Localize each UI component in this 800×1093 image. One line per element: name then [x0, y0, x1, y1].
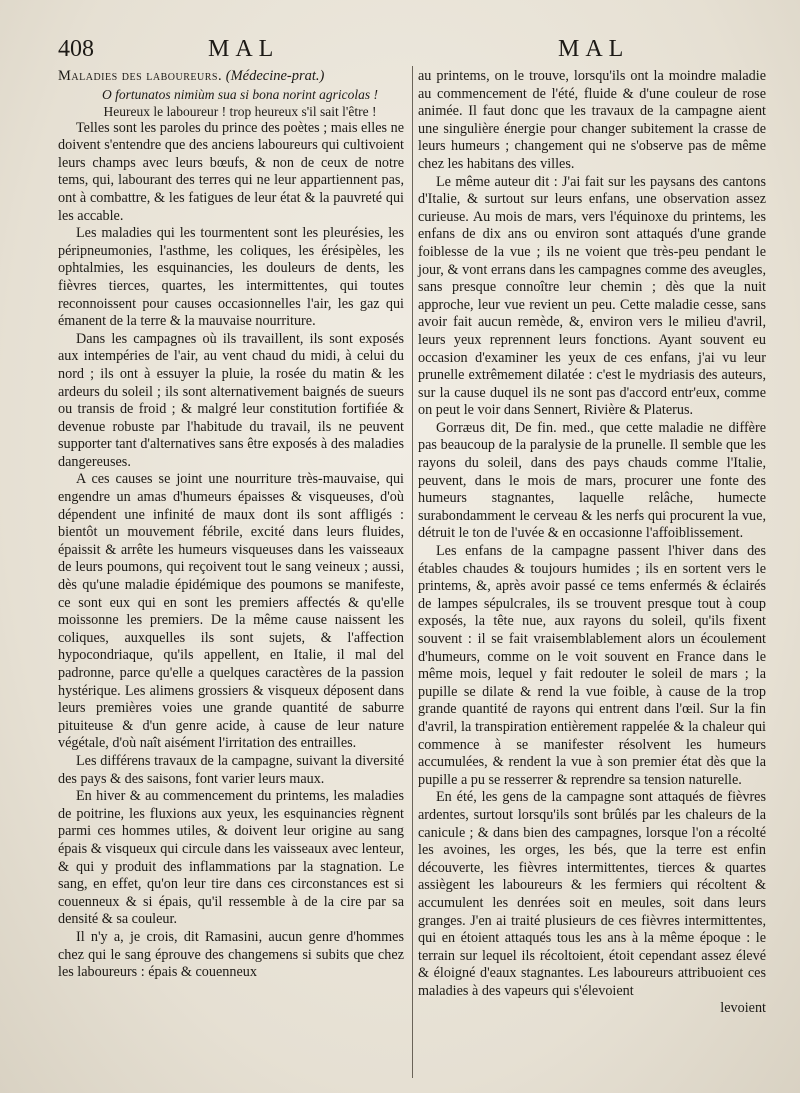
paragraph: Le même auteur dit : J'ai fait sur les paysans des cantons d'Italie, & surtout sur leurs enfans, une observation assez curieuse. Au mois de mars, vers l'équinoxe du printems, les enfans de dix ans ou environ sont attaqués d'une grande foiblesse de la vue ; ils ne voient que très-peu pendant le jour, & vont errans dans les campagnes comme des aveugles, sans presque connoître leur chemin ; dès que la nuit approche, leur vue revient un peu. Cette maladie cesse, sans avoir fait aucun remède, &, environ vers le milieu d'avril, leurs yeux reprennent leurs fonctions. Ayant souvent eu occasion d'examiner les yeux de ces enfans, j'ai vu leur prunelle extrêmement dilatée : c'est le mydriasis des auteurs, sur la cause duquel ils ne sont pas d'accord entr'eux, comme on peut le voir dans Sennert, Rivière & Platerus. [418, 173, 766, 419]
paragraph: Les enfans de la campagne passent l'hiver dans des étables chaudes & toujours humides ; ils en sortent vers le printems, &, après avoir passé ce tems enfermés & éclairés de lampes sépulcrales, ils se trouvent presque tout à coup exposés, la tête nue, aux rayons du soleil, qu'ils fixent souvent : il se fait vraisemblablement alors un écoulement d'humeurs, comme on le voit souvent en France dans le même mois, lequel y fait redouter le soleil de mars ; la pupille se dilate & rend la vue foible, à cause de la trop grande quantité de rayons qui entrent dans l'œil. Sur la fin d'avril, la transpiration entièrement rappelée & la chaleur qui commence à se manifester résolvent les humeurs accumulées, & rendent la vue à son premier état dès que la pupille a pu se resserrer & reprendre sa tension naturelle. [418, 543, 766, 788]
paragraph: Telles sont les paroles du prince des poètes ; mais elles ne doivent s'entendre que des anciens laboureurs qui cultivoient leurs champs avec leurs bœufs, & non de ceux de notre tems, qui, labourant des terres qui ne leur appartiennent pas, ont à combattre, & les fatigues de leur état & la pauvreté qui les accable. [58, 119, 404, 224]
paragraph: Dans les campagnes où ils travaillent, ils sont exposés aux intempéries de l'air, au vent chaud du midi, à celui du nord ; ils ont à essuyer la pluie, la rosée du matin & les ardeurs du soleil ; ils sont alternativement baignés de sueurs ou transis de froid ; & malgré leur constitution fortifiée & devenue robuste par l'habitude du travail, ils ne peuvent supporter tant d'alternatives sans être exposés à des maladies dangereuses. [58, 330, 404, 470]
article-domain: (Médecine-prat.) [225, 68, 325, 84]
catchword: levoient [720, 1000, 766, 1017]
paragraph: au printems, on le trouve, lorsqu'ils ont la moindre maladie au commencement de l'été, fluide & d'une couleur de rose animée. Il faut donc que les travaux de la campagne aient une singulière énergie pour changer subitement la crasse de leurs humeurs ; changement qui ne s'observe pas de même chez les habitans des villes. [418, 68, 766, 172]
french-verse: Heureux le laboureur ! trop heureux s'il sait l'être ! [103, 103, 377, 119]
paragraph: Il n'y a, je crois, dit Ramasini, aucun genre d'hommes chez qui le sang éprouve des changemens si subits que chez les laboureurs : épais & couenneux [58, 928, 404, 981]
paragraph: En été, les gens de la campagne sont attaqués de fièvres ardentes, surtout lorsqu'ils sont brûlés par les chaleurs de la canicule ; & dans bien des campagnes, lorsque l'on a récolté les avoines, les orges, les bés, que la terre est enfin découverte, les fièvres intermittentes, tierces & quartes assiègent les laboureurs & les fermiers qui récoltent & accumulent les denrées soit en meules, soit dans leurs granges. J'en ai traité plusieurs de ces fièvres intermittentes, qui en étoient attaqués tous les ans à la même époque : le terrain sur lequel ils récoltoient, étoit cependant assez élevé & éloigné d'eaux stagnantes. Les laboureurs attribuoient ces maladies à des vapeurs qui s'élevoient [418, 789, 766, 999]
paragraph: En hiver & au commencement du printems, les maladies de poitrine, les fluxions aux yeux, les esquinancies règnent parmi ces hommes utiles, & doivent leur origine au sang épais & visqueux qui circule dans les vaisseaux avec lenteur, & qui y produit des inflammations par la stagnation. Le sang, en effet, qu'on leur tire dans ces circonstances est si couenneux & si épais, qu'il ressemble à de la cire par sa densité & sa couleur. [58, 788, 404, 928]
running-header [58, 36, 780, 66]
left-column [58, 68, 404, 982]
paragraph: A ces causes se joint une nourriture très-mauvaise, qui engendre un amas d'humeurs épaisses & visqueuses, d'où dépendent une infinité de maux dont ils sont affligés : bientôt un mouvement fébrile, excité dans leurs fluides, épaissit & arrête les humeurs visqueuses dans les vaisseaux de leurs poumons, qui reçoivent tout le sang veineux ; aussi, dès qu'une maladie épidémique des poumons se manifeste, ce sont eux qui en sont les premiers affectés & qu'elle moissonne les premiers. De la même cause naissent les coliques, auxquelles ils sont sujets, & l'affection hypocondriaque, qu'ils appellent, en Italie, il mal del padronne, parce qu'elle a quelques caractères de la passion hystérique. Les alimens grossiers & visqueux déposent dans leurs premières voies une grande quantité de saburre pituiteuse & d'un genre acide, à cause de leur nature végétale, d'où naît aisément l'irritation des entrailles. [58, 471, 404, 752]
paragraph: Les maladies qui les tourmentent sont les pleurésies, les péripneumonies, l'asthme, les coliques, les érésipèles, les ophtalmies, les esquinancies, les douleurs de dents, les fièvres tierces, quartes, les intermittentes, qui toutes reconnoissent pour causes occasionnelles l'air, les gaz qui émanent de la terre & la mauvaise nourriture. [58, 225, 404, 330]
page-number: 408 [58, 36, 94, 62]
running-title-right: MAL [558, 36, 630, 62]
article-heading [58, 68, 404, 86]
running-title-left: MAL [208, 36, 280, 62]
column-divider [412, 66, 413, 1078]
latin-verse: O fortunatos nimiùm sua si bona norint agricolas ! [101, 86, 379, 102]
article-title: Maladies des laboureurs. [58, 68, 223, 84]
paragraph: Les différens travaux de la campagne, suivant la diversité des pays & des saisons, font varier leurs maux. [58, 752, 404, 787]
right-column [418, 68, 766, 1018]
paragraph: Gorræus dit, De fin. med., que cette maladie ne diffère pas beaucoup de la paralysie de la prunelle. Il semble que les rayons du soleil, dans des pays chauds comme l'Italie, peuvent, dans le mois de mars, procurer une fonte des humeurs stagnantes, laquelle relâche, humecte surabondamment le cerveau & les nerfs qui procurent la vue, détruit le ton de l'uvée & en occasionne l'affoiblissement. [418, 419, 766, 542]
